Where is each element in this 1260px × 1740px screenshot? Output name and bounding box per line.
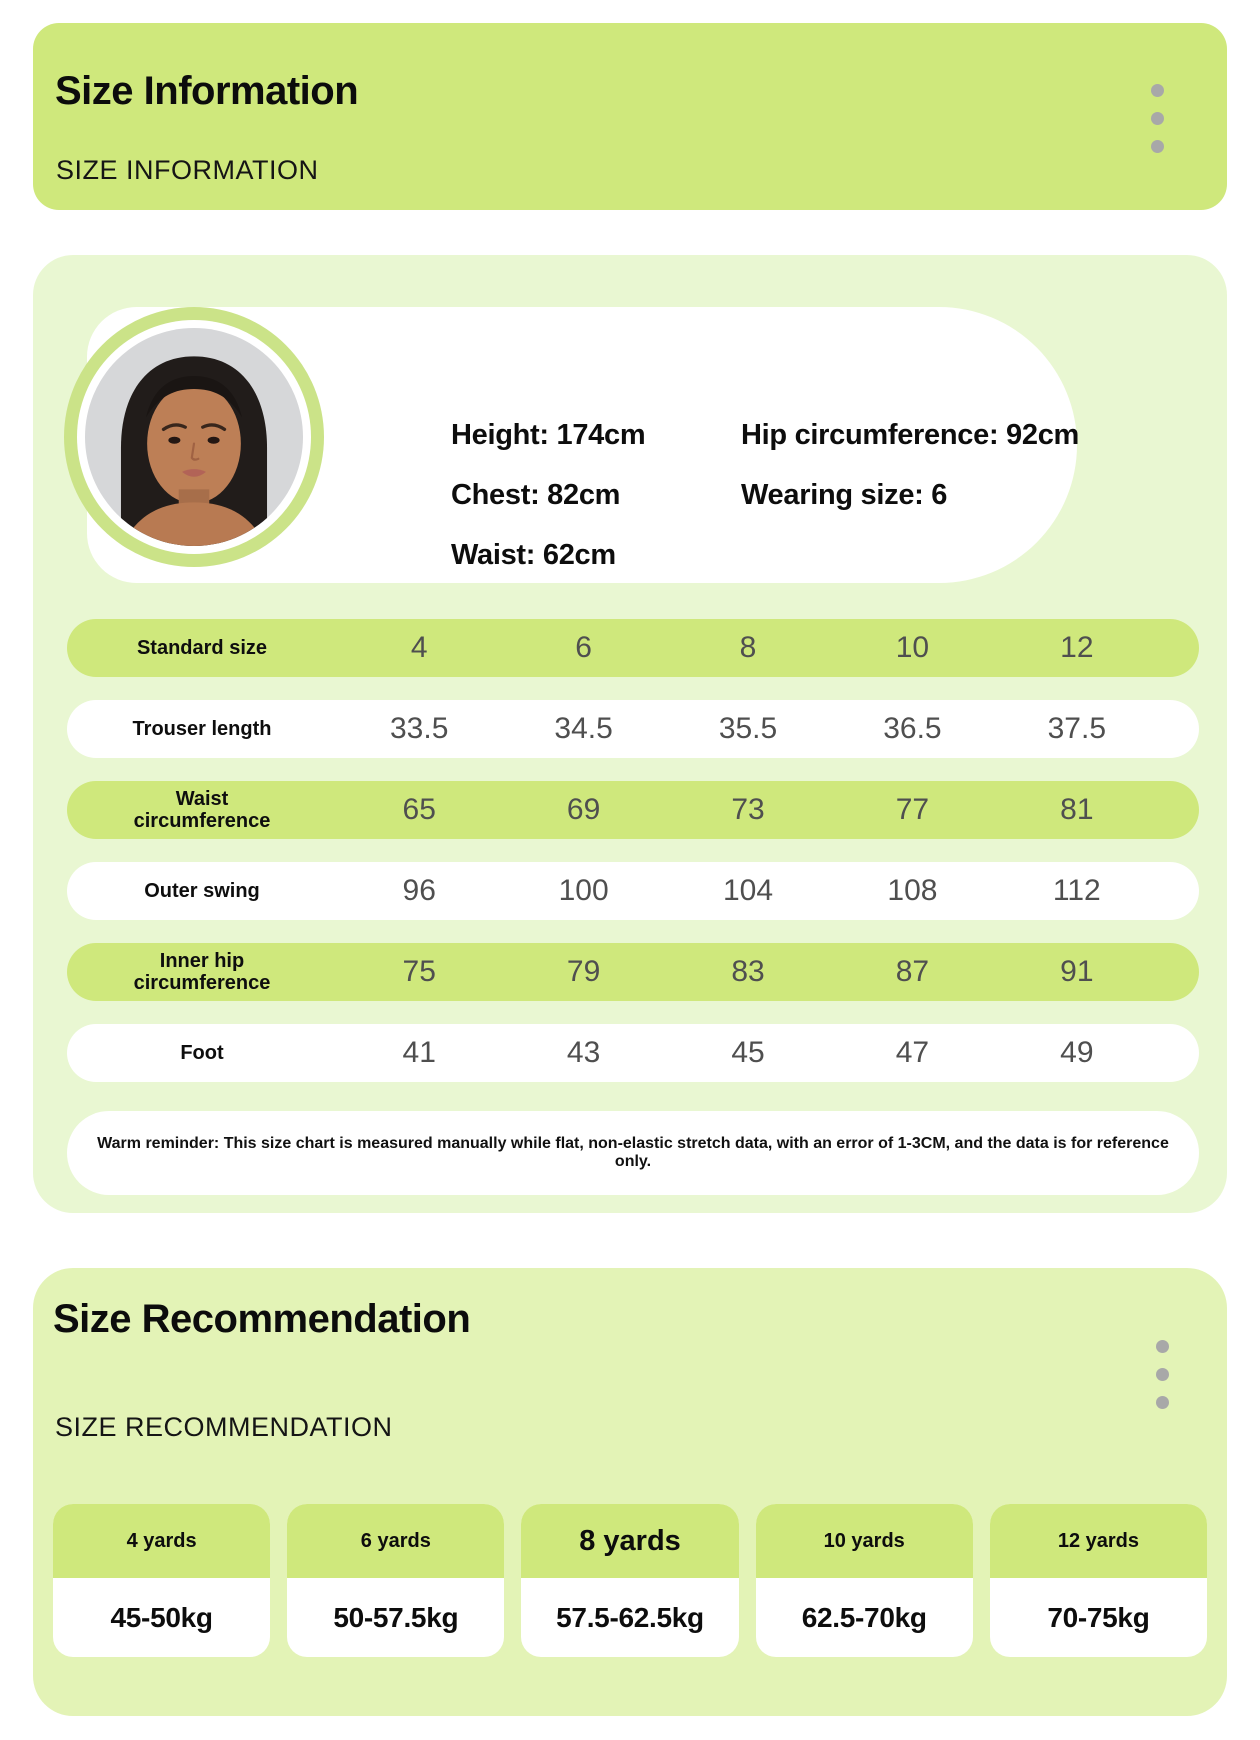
size-value-cell: 104 bbox=[722, 874, 774, 907]
model-hip: Hip circumference: 92cm bbox=[741, 419, 1080, 451]
table-row bbox=[67, 781, 1199, 839]
table-row bbox=[67, 943, 1199, 1001]
size-value-cell: 36.5 bbox=[883, 712, 942, 745]
table-row bbox=[67, 1024, 1199, 1082]
row-label: Inner hip circumference bbox=[133, 949, 271, 994]
header-row-values bbox=[337, 631, 1199, 665]
page-subtitle: SIZE INFORMATION bbox=[56, 155, 319, 185]
card-size-label: 4 yards bbox=[53, 1504, 270, 1578]
row-label: Outer swing bbox=[144, 879, 260, 902]
section2-title: Size Recommendation bbox=[53, 1297, 471, 1341]
size-value-cell: 100 bbox=[558, 874, 609, 907]
size-value-cell: 41 bbox=[402, 1036, 436, 1069]
size-recommendation-card bbox=[287, 1504, 504, 1657]
dot-icon bbox=[1151, 140, 1164, 153]
warm-reminder-note: Warm reminder: This size chart is measured manually while flat, non-elastic stretch data, with an error of 1-3CM, and the data is for reference only. bbox=[67, 1111, 1199, 1195]
size-recommendation-card bbox=[990, 1504, 1207, 1657]
model-photo bbox=[64, 307, 324, 567]
size-value-cell: 45 bbox=[731, 1036, 765, 1069]
size-value-cell: 35.5 bbox=[718, 712, 778, 745]
size-value-cell: 96 bbox=[402, 874, 436, 907]
table-row bbox=[67, 862, 1199, 920]
dot-icon bbox=[1156, 1368, 1169, 1381]
size-value-cell: 12 bbox=[1060, 631, 1094, 664]
table-row bbox=[67, 700, 1199, 758]
size-recommendation-panel bbox=[33, 1268, 1227, 1716]
dot-icon bbox=[1156, 1396, 1169, 1409]
size-information-panel bbox=[33, 255, 1227, 1213]
size-value-cell: 75 bbox=[402, 955, 436, 988]
size-value-cell: 73 bbox=[731, 793, 765, 826]
size-value-cell: 6 bbox=[575, 631, 592, 664]
dot-icon bbox=[1151, 112, 1164, 125]
model-portrait-illustration bbox=[85, 328, 303, 546]
size-information-header bbox=[33, 23, 1227, 210]
row-values bbox=[337, 1036, 1199, 1070]
section2-subtitle: SIZE RECOMMENDATION bbox=[55, 1412, 393, 1442]
model-photo-inner-ring bbox=[77, 320, 311, 554]
size-recommendation-card bbox=[53, 1504, 270, 1657]
size-recommendation-card bbox=[521, 1504, 738, 1657]
row-label: Standard size bbox=[136, 636, 268, 659]
row-values bbox=[337, 955, 1199, 989]
card-size-label: 6 yards bbox=[287, 1504, 504, 1578]
card-size-label: 12 yards bbox=[990, 1504, 1207, 1578]
size-value-cell: 108 bbox=[887, 874, 938, 907]
size-value-cell: 49 bbox=[1060, 1036, 1094, 1069]
page-title: Size Information bbox=[55, 69, 359, 113]
size-value-cell: 77 bbox=[895, 793, 930, 826]
size-value-cell: 81 bbox=[1060, 793, 1094, 826]
size-table bbox=[67, 619, 1199, 1105]
more-dots-icon bbox=[1151, 84, 1164, 168]
dot-icon bbox=[1151, 84, 1164, 97]
card-size-label: 8 yards bbox=[521, 1504, 738, 1578]
size-value-cell: 112 bbox=[1052, 874, 1101, 907]
table-header-row bbox=[67, 619, 1199, 677]
row-label: Foot bbox=[180, 1041, 224, 1064]
size-value-cell: 47 bbox=[895, 1036, 930, 1069]
row-label: Waist circumference bbox=[133, 787, 271, 832]
size-value-cell: 34.5 bbox=[554, 712, 613, 745]
size-value-cell: 79 bbox=[566, 955, 601, 988]
card-weight-range: 45-50kg bbox=[110, 1601, 213, 1633]
card-weight-range: 70-75kg bbox=[1047, 1601, 1150, 1633]
model-height: Height: 174cm bbox=[451, 419, 646, 451]
row-values bbox=[337, 793, 1199, 827]
size-value-cell: 69 bbox=[566, 793, 601, 826]
size-value-cell: 83 bbox=[731, 955, 765, 988]
row-values bbox=[337, 874, 1199, 908]
row-values bbox=[337, 712, 1199, 746]
more-dots-icon bbox=[1156, 1340, 1169, 1424]
size-value-cell: 33.5 bbox=[390, 712, 449, 745]
card-weight-range: 62.5-70kg bbox=[801, 1601, 927, 1633]
size-table-rows bbox=[67, 700, 1199, 1082]
size-value-cell: 37.5 bbox=[1047, 712, 1107, 745]
model-waist: Waist: 62cm bbox=[451, 539, 616, 571]
card-size-label: 10 yards bbox=[756, 1504, 973, 1578]
card-weight-range: 57.5-62.5kg bbox=[556, 1601, 704, 1633]
size-value-cell: 43 bbox=[566, 1036, 601, 1069]
size-value-cell: 65 bbox=[402, 793, 436, 826]
row-label: Trouser length bbox=[132, 717, 272, 740]
size-value-cell: 91 bbox=[1060, 955, 1094, 988]
size-value-cell: 87 bbox=[895, 955, 930, 988]
model-wearing-size: Wearing size: 6 bbox=[741, 479, 948, 511]
dot-icon bbox=[1156, 1340, 1169, 1353]
size-recommendation-cards bbox=[53, 1504, 1207, 1657]
model-chest: Chest: 82cm bbox=[451, 479, 621, 511]
size-value-cell: 4 bbox=[410, 631, 428, 664]
size-recommendation-card bbox=[756, 1504, 973, 1657]
size-value-cell: 8 bbox=[739, 631, 757, 664]
size-value-cell: 10 bbox=[895, 631, 930, 664]
card-weight-range: 50-57.5kg bbox=[333, 1601, 459, 1633]
